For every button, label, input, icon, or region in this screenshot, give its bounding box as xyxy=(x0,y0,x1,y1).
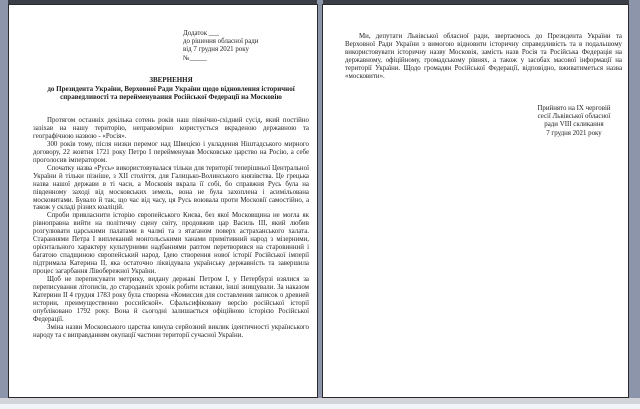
viewer-background-right xyxy=(629,0,640,398)
annex-line: від 7 грудня 2021 року xyxy=(183,46,249,54)
document-page-1 xyxy=(8,4,318,398)
paragraph: Спочатку назва «Русь» використовувалася тільки для території теперішньої Центральної України й тільки пізніше, з XII століття, для Галицько-Волинського князівства. Це грецька назва нашої держави в ті часи, а Московія вкрала її собі, бо справжня Русь була на південному заході від московських земель, вона не була захоплена і асимільована московитами. Бувало й так, що час від часу, ця Русь воювала проти Московії самостійно, а також у складі різних коаліцій. xyxy=(33,164,309,212)
annex-line: до рішення обласної ради xyxy=(183,38,259,46)
adoption-note-line: Прийнято на IX черговій xyxy=(537,105,611,112)
paragraph: Щоб не переписувати метрику, видану державі Петром I, у Петербурзі взялися за переписування літописів, до стародавніх хронік робити вставки, інші знищували. За наказом Катерини II 4 грудня 1783 року була створена «Комиссия для составления записок о древней истории, преимущественно российской». Сфальсифіковану версію російської історії опубліковано 1792 року. Вона й сьогодні залишається офіційною історією Російської Федерації. xyxy=(33,276,309,323)
document-page-2 xyxy=(322,4,629,398)
adoption-note-line: 7 грудня 2021 року xyxy=(546,129,602,137)
window-bottom-highlight xyxy=(0,404,640,409)
page-2-body xyxy=(345,33,622,81)
adoption-note-block xyxy=(528,105,620,138)
paragraph: Протягом останніх декілька сотень років наш північно-східний сусід, який постійно зазіхав на нашу територію, неправомірно користується вкраденою державною та географічною назвою - «Росія». xyxy=(33,117,309,140)
paragraph: Спроби привласнити історію європейського Києва, без якої Московщина не могла як рівноправна вийти на політичну сцену світу, продовжив цар Василь III, який любив розгулювати царськими палатами в чалмі та з ятаганом поверх астраханського халата. Стараннями Петра I виплеканий монгольськими ханами примітивний народ з мізерними, орієнтального характеру культурними надбаннями раптом перетворився на старовинний і багатою спадщиною європейський народ. Ідею створення нової історії Російської імперії підтримала Катерина II, яка остаточно ліквідувала українську державність та завершила процес загарбання Лівобережної України. xyxy=(33,212,309,276)
paragraph: Ми, депутати Львівської обласної ради, звертаємось до Президента України та Верховної Ради України з вимогою відновити історичну справедливість та в подальшому використовувати історичну назву Московія, замість назв Росія та Російська Федерація на державному, офіційному, громадському рівнях, а також у засобах масової інформації на території України. Щодо громадян Російської Федерації, відповідно, вживатиметься назва «московити». xyxy=(345,33,622,80)
page-1-body xyxy=(33,117,309,340)
viewer-background-left xyxy=(0,0,8,398)
paragraph: 300 років тому, після низки перемог над Швецією і укладення Ніштадського мирного договору, 22 жовтня 1721 року Петро I перейменував Московське царство на Росію, а себе проголосив імператором. xyxy=(33,140,309,164)
annex-reference-block xyxy=(183,30,303,63)
adoption-note-line: сесії Львівської обласної xyxy=(537,113,611,121)
document-title xyxy=(33,76,309,102)
document-title-subtitle: до Президента України, Верховної Ради України щодо відновлення історичної справедливості та перейменування Російської Федерації на Московію xyxy=(47,84,295,102)
document-title-heading: ЗВЕРНЕННЯ xyxy=(149,76,193,84)
annex-line: №_____ xyxy=(183,54,207,62)
paragraph: Зміна назви Московського царства кинула серйозний виклик ідентичності українського народу та є виправданням окупації частини території сучасної України. xyxy=(33,323,309,339)
adoption-note-line: ради VIII скликання xyxy=(544,121,604,129)
annex-line: Додаток ___ xyxy=(183,30,220,37)
